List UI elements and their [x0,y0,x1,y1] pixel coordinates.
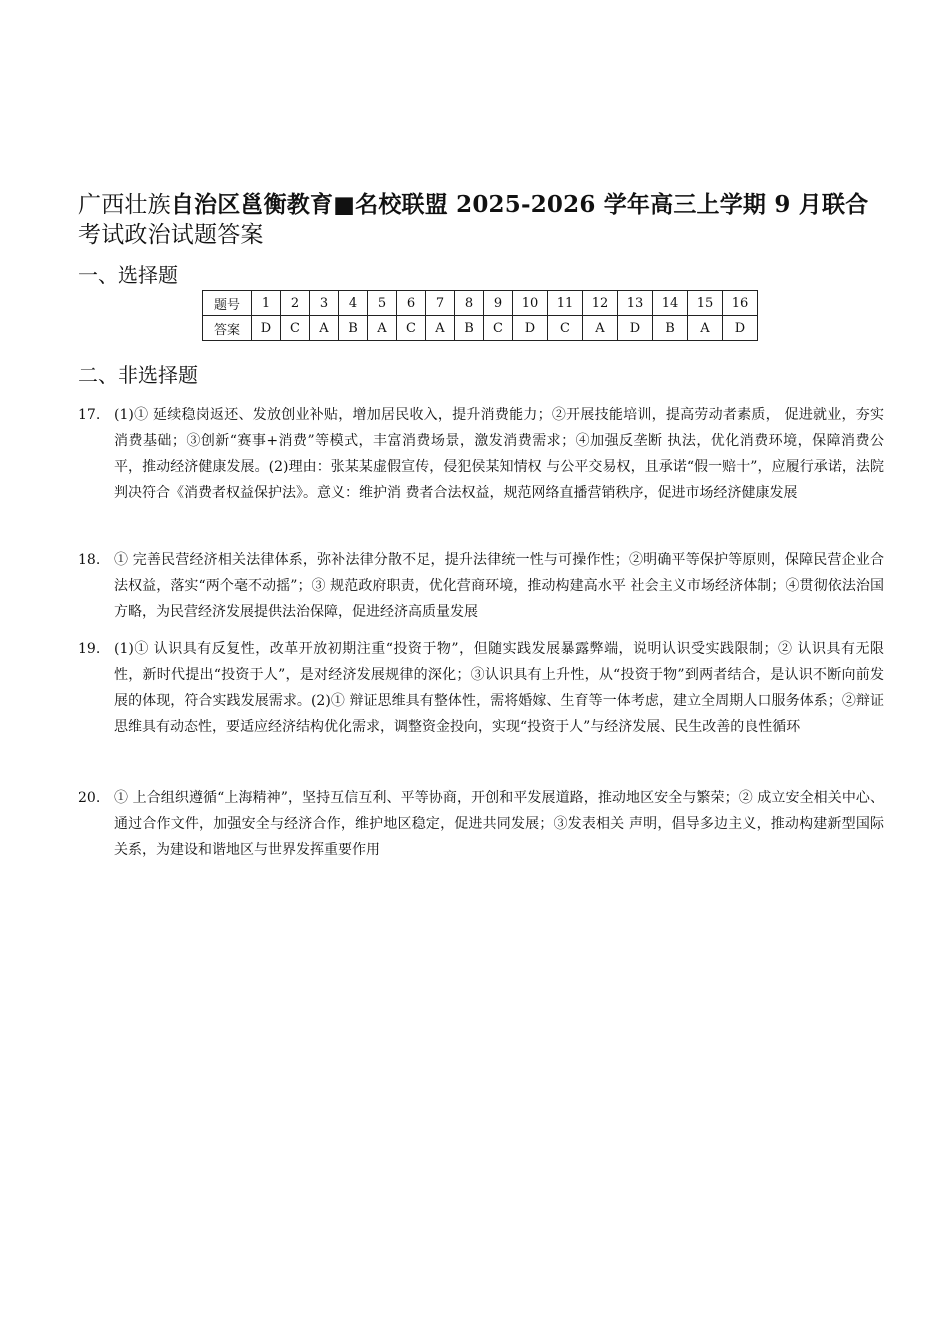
answer-text: (1)① 延续稳岗返还、发放创业补贴，增加居民收入，提升消费能力；②开展技能培训，提高劳动者素质， 促进就业，夯实消费基础；③创新“赛事+消费”等模式，丰富消费场景，激发消费需求；④加强反垄断 执法，优化消费环境，保障消费公平，推动经济健康发展。(2)理由：张某某虚假宣传，侵犯侯某知情权 与公平交易权，且承诺“假一赔十”，应履行承诺，法院判决符合《消费者权益保护法》。意义：维护消 费者合法权益，规范网络直播营销秩序，促进市场经济健康发展 [114,407,884,501]
answer-cell: C [484,316,513,341]
question-number-cell: 12 [583,291,618,316]
question-number-cell: 7 [426,291,455,316]
answer-cell: A [688,316,723,341]
section-heading-open-questions: 二、非选择题 [78,363,198,387]
answer-cell: C [397,316,426,341]
answer-item-19 [78,636,884,740]
question-number-cell: 6 [397,291,426,316]
row-label-questions: 题号 [203,291,252,316]
question-number-cell: 9 [484,291,513,316]
question-number-cell: 11 [548,291,583,316]
question-number-cell: 1 [252,291,281,316]
answer-cell: B [455,316,484,341]
question-number-cell: 16 [723,291,758,316]
question-number-row [203,291,758,316]
answer-cell: C [548,316,583,341]
answer-cell: A [368,316,397,341]
answer-item-20 [78,785,884,863]
answer-cell: D [252,316,281,341]
answer-item-18 [78,547,884,625]
question-number-cell: 4 [339,291,368,316]
title-prefix: 广西壮族 [78,192,171,218]
question-number-cell: 13 [618,291,653,316]
answer-row [203,316,758,341]
question-number: 17. [78,407,101,423]
answer-cell: B [653,316,688,341]
title-main: 自治区邕衡教育■名校联盟 2025-2026 学年高三上学期 9 月联合 [170,191,869,218]
answer-text: (1)① 认识具有反复性，改革开放初期注重“投资于物”，但随实践发展暴露弊端，说明认识受实践限制；② 认识具有无限性，新时代提出“投资于人”，是对经济发展规律的深化；③认识具有上升性，从“投资于物”到两者结合，是认识不断向前发展的体现，符合实践发展需求。(2)① 辩证思维具有整体性，需将婚嫁、生育等一体考虑，建立全周期人口服务体系；②辩证思维具有动态性，要适应经济结构优化需求，调整资金投向，实现“投资于人”与经济发展、民生改善的良性循环 [114,641,884,735]
question-number-cell: 5 [368,291,397,316]
question-number-cell: 14 [653,291,688,316]
answer-cell: C [281,316,310,341]
question-number-cell: 10 [513,291,548,316]
answer-cell: D [513,316,548,341]
question-number-cell: 3 [310,291,339,316]
section-heading-multiple-choice: 一、选择题 [78,263,178,287]
answer-cell: A [310,316,339,341]
answer-cell: A [426,316,455,341]
question-number-cell: 15 [688,291,723,316]
document-title [78,190,878,250]
answer-cell: A [583,316,618,341]
row-label-answers: 答案 [203,316,252,341]
question-number: 19. [78,641,101,657]
answer-text: ① 上合组织遵循“上海精神”，坚持互信互利、平等协商，开创和平发展道路，推动地区安全与繁荣；② 成立安全相关中心、通过合作文件，加强安全与经济合作，维护地区稳定，促进共同发展；③发表相关 声明，倡导多边主义，推动构建新型国际关系，为建设和谐地区与世界发挥重要作用 [114,790,884,858]
question-number-cell: 8 [455,291,484,316]
title-suffix: 考试政治试题答案 [78,222,264,248]
answer-cell: D [723,316,758,341]
answer-item-17 [78,402,884,506]
answer-text: ① 完善民营经济相关法律体系，弥补法律分散不足，提升法律统一性与可操作性；②明确平等保护等原则，保障民营企业合法权益，落实“两个毫不动摇”；③ 规范政府职责，优化营商环境，推动构建高水平 社会主义市场经济体制；④贯彻依法治国方略，为民营经济发展提供法治保障，促进经济高质量发展 [114,552,884,620]
question-number: 18. [78,552,101,568]
answer-cell: B [339,316,368,341]
question-number-cell: 2 [281,291,310,316]
question-number: 20. [78,790,101,806]
answer-cell: D [618,316,653,341]
answer-table [202,290,758,341]
